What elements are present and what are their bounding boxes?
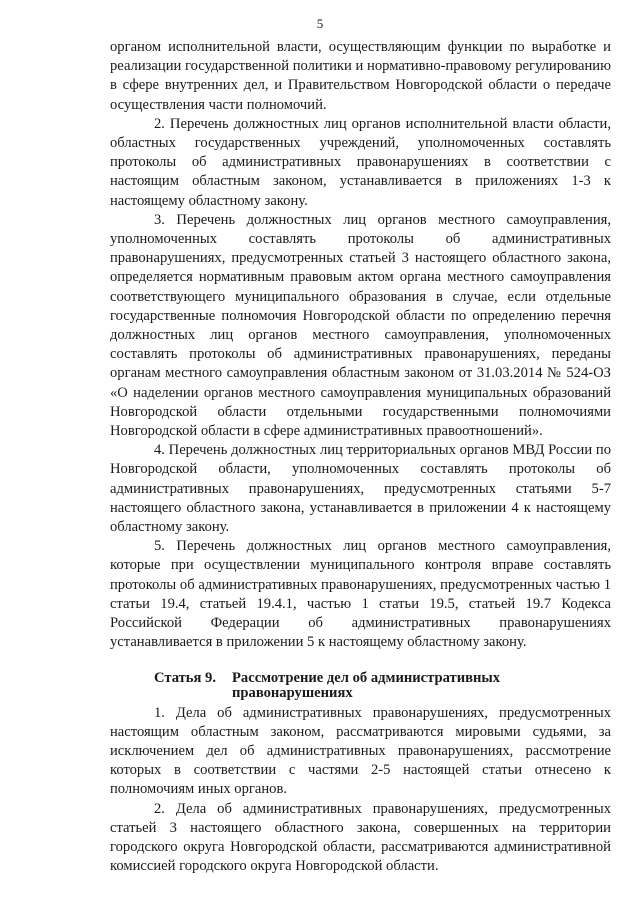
paragraph: 5. Перечень должностных лиц органов местного самоуправления, которые при осуществлении муниципального контроля вправе составлять протоколы об административных правонарушениях, предусмотренных частью 1 статьи 19.4, статьей 19.4.1, частью 1 статьи 19.5, статьей 19.7 Кодекса Российской Федерации об административных правонарушениях устанавливается в приложении 5 к настоящему областному закону. [110, 538, 611, 651]
paragraph: 2. Дела об административных правонарушениях, предусмотренных статьей 3 настоящего областного закона, совершенных на территории городского округа Новгородской области, рассматриваются административной комиссией городского округа Новгородской области. [110, 800, 611, 875]
paragraph: 3. Перечень должностных лиц органов местного самоуправления, уполномоченных составлять протоколы об административных правонарушениях, предусмотренных статьей 3 настоящего областного закона, определяется нормативным правовым актом органа местного самоуправления соответствующего муниципального образования в случае, если отдельные государственные полномочия Новгородской области по определению перечня должностных лиц органов местного самоуправления, уполномоченных составлять протоколы об административных правонарушениях, переданы органам местного самоуправления областным законом от 31.03.2014 № 524-ОЗ «О наделении органов местного самоуправления муниципальных образований Новгородской области отдельными государственными полномочиями Новгородской области в сфере административных правоотношений». [110, 211, 611, 440]
article-title: Рассмотрение дел об административных правонарушениях [232, 669, 501, 701]
article-heading [154, 671, 611, 701]
paragraph: 2. Перечень должностных лиц органов исполнительной власти области, областных государственных учреждений, уполномоченных составлять протоколы об административных правонарушениях в соответствии с настоящим областным законом, устанавливается в приложениях 1-3 к настоящему областному закону. [110, 115, 611, 209]
document-body [110, 38, 611, 876]
paragraph: 1. Дела об административных правонарушениях, предусмотренных настоящим областным законом, рассматриваются мировыми судьями, за исключением дел об административных правонарушениях, рассмотрение которых в соответствии с частями 2-5 настоящей статьи отнесено к полномочиям иных органов. [110, 704, 611, 798]
page-number: 5 [316, 16, 324, 31]
paragraph: 4. Перечень должностных лиц территориальных органов МВД России по Новгородской области, уполномоченных составлять протоколы об административных правонарушениях, предусмотренных статьями 5-7 настоящего областного закона, устанавливается в приложении 4 к настоящему областному закону. [110, 442, 611, 536]
article-number: Статья 9. [154, 669, 216, 686]
paragraph: органом исполнительной власти, осуществляющим функции по выработке и реализации государственной политики и нормативно-правовому регулированию в сфере внутренних дел, и Правительством Новгородской области о передаче осуществления части полномочий. [110, 39, 611, 113]
